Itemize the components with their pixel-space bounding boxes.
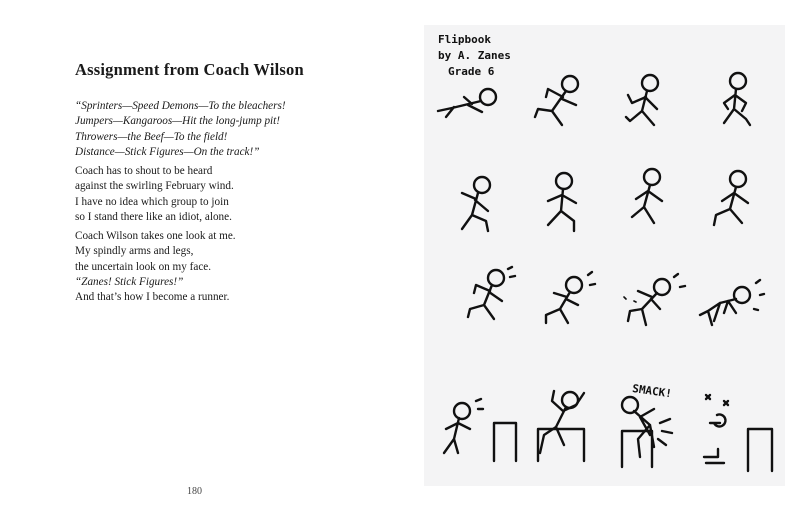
poem-line: “Sprinters—Speed Demons—To the bleachers! [75,100,286,112]
flipbook-caption-line-1: Flipbook [438,33,491,46]
poem-line: Coach has to shout to be heard [75,165,213,177]
stanza-2 [75,164,234,225]
poem-line: Throwers—the Beef—To the field! [75,130,228,143]
stick-figure-frame-1 [438,89,496,117]
page-number: 180 [187,486,202,497]
poem-line: the uncertain look on my face. [75,260,212,273]
stick-figure-frame-14 [538,391,584,461]
poem-line: Jumpers—Kangaroos—Hit the long-jump pit! [75,115,280,128]
stick-figure-frame-16 [704,395,772,471]
flipbook-caption-line-2: by A. Zanes [438,49,511,62]
stick-figure-frame-12 [700,280,764,325]
poem-line: My spindly arms and legs, [75,245,194,258]
poem-title: Assignment from Coach Wilson [75,60,304,79]
flipbook-image [424,25,785,486]
stick-figure-frame-15 [622,397,672,467]
poem-line: And that’s how I become a runner. [75,291,230,304]
poem-line: against the swirling February wind. [75,180,234,193]
flipbook-drawing [424,25,785,486]
poem-line: I have no idea which group to join [75,195,229,208]
stick-figure-frame-11 [624,274,685,325]
stanza-3 [75,229,236,305]
stick-figure-frame-2 [535,76,578,125]
poem-line: “Zanes! Stick Figures!” [75,275,184,288]
poem-line: so I stand there like an idiot, alone. [75,210,232,223]
stick-figure-frame-4 [724,73,750,125]
stick-figure-frame-13 [444,399,516,461]
stick-figure-frame-6 [548,173,576,231]
poem-line: Distance—Stick Figures—On the track!” [75,145,260,158]
stick-figure-frame-7 [632,169,662,223]
stick-figure-frame-8 [714,171,748,225]
sound-effect-text: SMACK! [631,382,673,401]
stick-figure-frame-9 [468,267,515,319]
stick-figure-frame-10 [546,272,595,323]
flipbook-caption-line-3: Grade 6 [448,65,495,78]
stick-figure-frame-5 [462,177,490,231]
poem-line: Coach Wilson takes one look at me. [75,230,236,242]
stick-figure-frame-3 [626,75,658,125]
stanza-1 [75,99,286,160]
